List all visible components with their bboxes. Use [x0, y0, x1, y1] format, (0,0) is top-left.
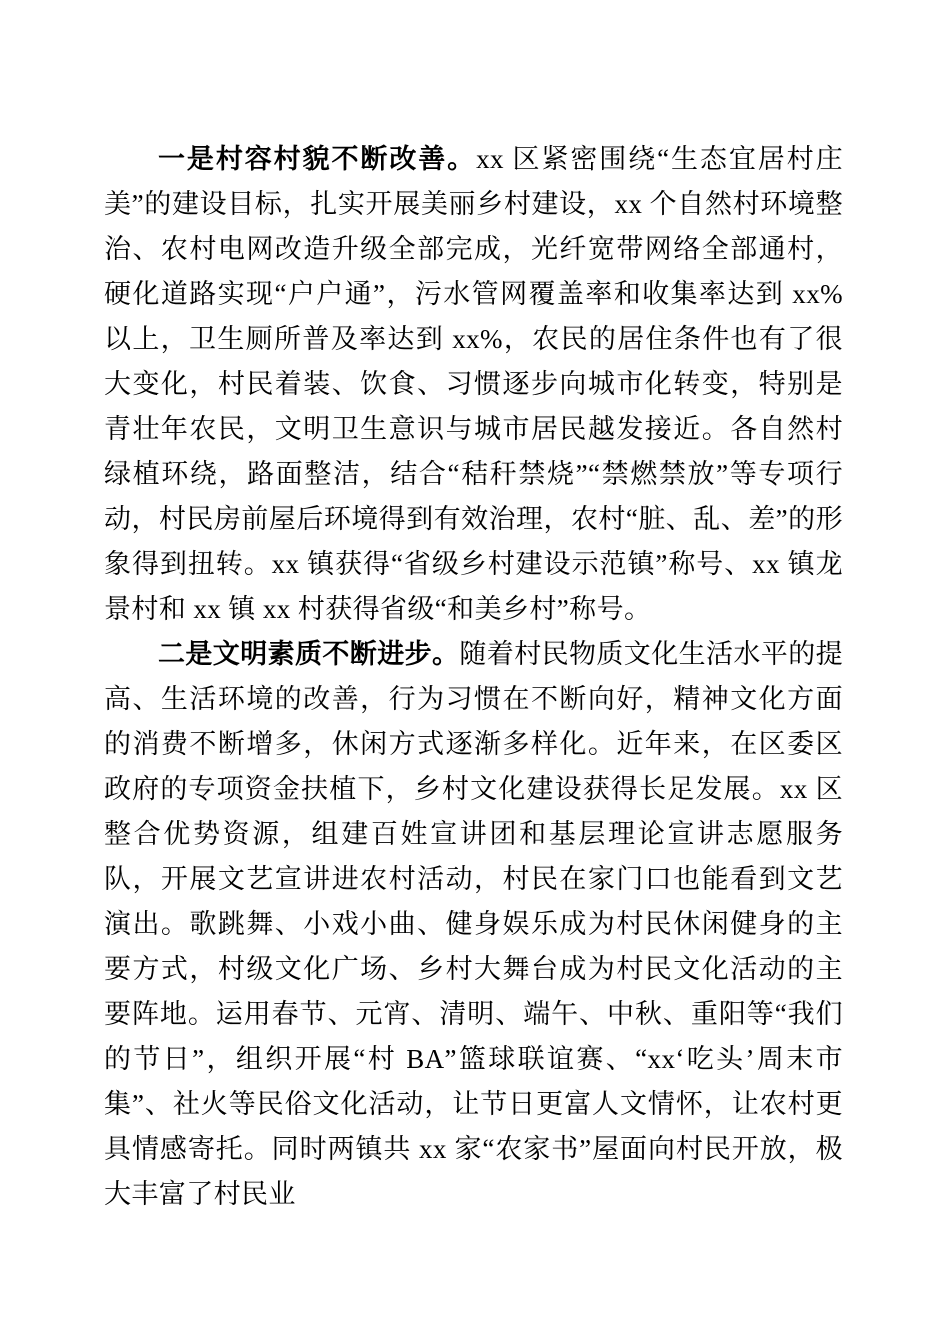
paragraph-village-appearance	[104, 137, 843, 632]
paragraph-1-body: xx 区紧密围绕“生态宜居村庄美”的建设目标，扎实开展美丽乡村建设，xx 个自然村环境整治、农村电网改造升级全部完成，光纤宽带网络全部通村，硬化道路实现“户户通”，污水管网覆盖率和收集率达到 xx%以上，卫生厕所普及率达到 xx%，农民的居住条件也有了很大变化，村民着装、饮食、习惯逐步向城市化转变，特别是青壮年农民，文明卫生意识与城市居民越发接近。各自然村绿植环绕，路面整洁，结合“秸秆禁烧”“禁燃禁放”等专项行动，村民房前屋后环境得到有效治理，农村“脏、乱、差”的形象得到扭转。xx 镇获得“省级乡村建设示范镇”称号、xx 镇龙景村和 xx 镇 xx 村获得省级“和美乡村”称号。	[104, 144, 843, 624]
paragraph-civility-progress	[104, 632, 843, 1217]
paragraph-2-body: 随着村民物质文化生活水平的提高、生活环境的改善，行为习惯在不断向好，精神文化方面的消费不断增多，休闲方式逐渐多样化。近年来，在区委区政府的专项资金扶植下，乡村文化建设获得长足发展。xx 区整合优势资源，组建百姓宣讲团和基层理论宣讲志愿服务队，开展文艺宣讲进农村活动，村民在家门口也能看到文艺演出。歌跳舞、小戏小曲、健身娱乐成为村民休闲健身的主要方式，村级文化广场、乡村大舞台成为村民文化活动的主要阵地。运用春节、元宵、清明、端午、中秋、重阳等“我们的节日”，组织开展“村 BA”篮球联谊赛、“xx‘吃头’周末市集”、社火等民俗文化活动，让节日更富人文情怀，让农村更具情感寄托。同时两镇共 xx 家“农家书”屋面向村民开放，极大丰富了村民业	[104, 639, 844, 1209]
paragraph-1-lead: 一是村容村貌不断改善。	[158, 144, 477, 174]
paragraph-2-lead: 二是文明素质不断进步。	[158, 639, 460, 669]
